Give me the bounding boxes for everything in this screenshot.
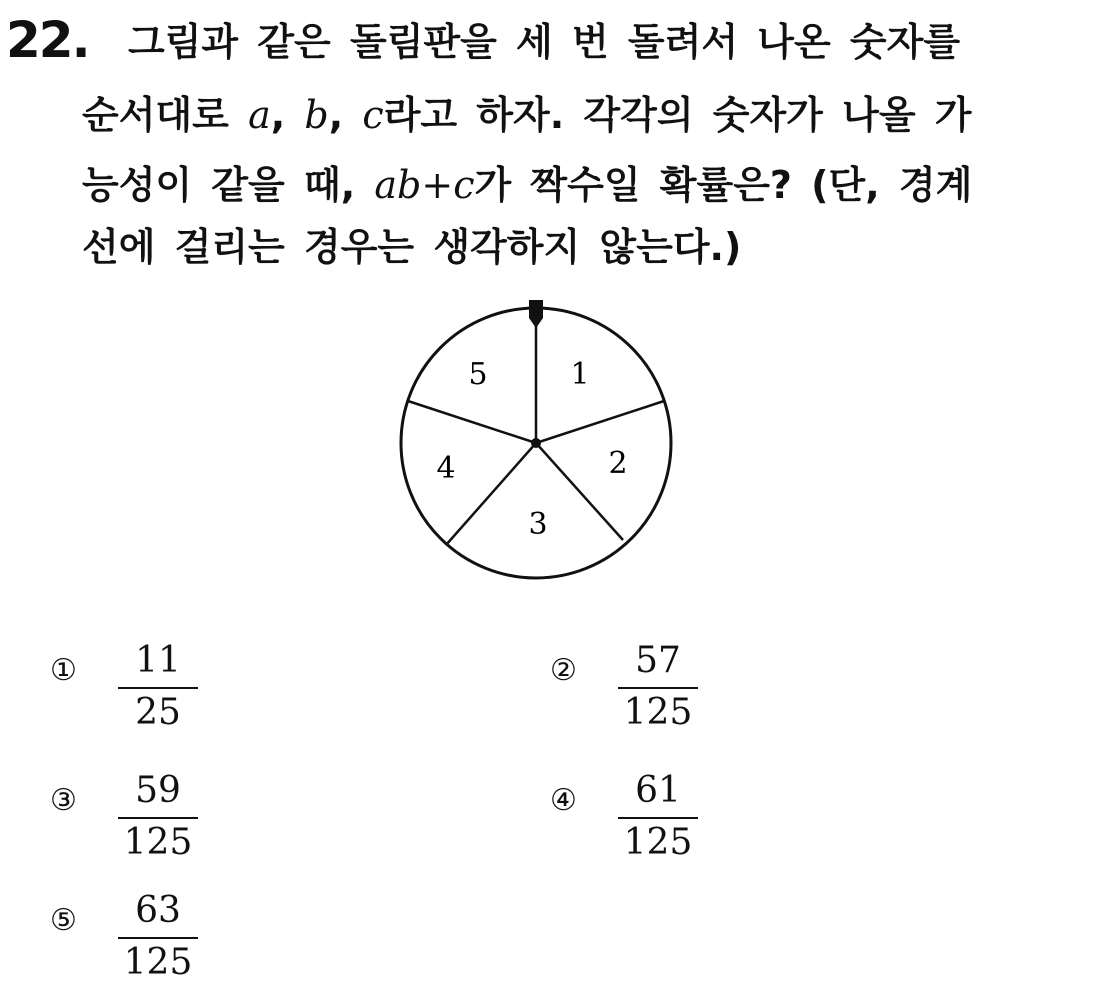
- answer-choice-3[interactable]: [50, 771, 230, 871]
- divider-line: [408, 401, 536, 443]
- question-text-line-1: 그림과 같은 돌림판을 세 번 돌려서 나온 숫자를: [128, 20, 961, 64]
- denominator: 125: [623, 822, 693, 863]
- section-label-1: 1: [570, 357, 590, 392]
- question-number: 22.: [6, 11, 89, 69]
- text-fragment: 순서대로: [82, 93, 249, 137]
- numerator: 11: [135, 640, 181, 681]
- choice-number: ④: [550, 783, 577, 818]
- numerator: 63: [135, 890, 181, 931]
- spinner-wheel: [390, 296, 680, 586]
- denominator: 25: [135, 692, 181, 733]
- pointer-arrow: [529, 300, 543, 328]
- text-fragment: 가 짝수일 확률은? (단, 경계: [474, 163, 973, 207]
- numerator: 57: [635, 640, 681, 681]
- text-fragment: 라고 하자. 각각의 숫자가 나올 가: [383, 93, 972, 137]
- text-fragment: ,: [328, 93, 363, 137]
- center-pivot: [531, 438, 541, 448]
- numerator: 61: [635, 770, 681, 811]
- text-fragment: ,: [270, 93, 305, 137]
- numerator: 59: [135, 770, 181, 811]
- section-label-2: 2: [608, 446, 628, 481]
- fraction-bar: [118, 687, 198, 689]
- divider-line: [536, 401, 664, 443]
- divider-line: [446, 443, 536, 545]
- section-label-4: 4: [436, 451, 456, 486]
- question-text-line-4: 선에 걸리는 경우는 생각하지 않는다.): [82, 225, 742, 269]
- section-label-3: 3: [528, 507, 548, 542]
- choice-number: ⑤: [50, 903, 77, 938]
- variable-b: b: [304, 93, 329, 137]
- answer-choice-4[interactable]: [550, 771, 730, 871]
- fraction: [118, 891, 198, 983]
- denominator: 125: [123, 822, 193, 863]
- fraction: [618, 641, 698, 733]
- section-label-5: 5: [468, 357, 488, 392]
- text-fragment: 능성이 같을 때,: [82, 163, 375, 207]
- denominator: 125: [123, 942, 193, 983]
- fraction: [618, 771, 698, 863]
- choice-number: ③: [50, 783, 77, 818]
- answer-choice-1[interactable]: [50, 641, 230, 741]
- math-expression: ab+c: [374, 163, 475, 207]
- answer-choice-5[interactable]: [50, 891, 230, 991]
- fraction-bar: [118, 937, 198, 939]
- denominator: 125: [623, 692, 693, 733]
- fraction-bar: [118, 817, 198, 819]
- variable-a: a: [248, 93, 271, 137]
- fraction-bar: [618, 817, 698, 819]
- fraction-bar: [618, 687, 698, 689]
- variable-c: c: [362, 93, 384, 137]
- choice-number: ②: [550, 653, 577, 688]
- fraction: [118, 641, 198, 733]
- question-text-line-2: [82, 90, 971, 140]
- fraction: [118, 771, 198, 863]
- choice-number: ①: [50, 653, 77, 688]
- answer-choice-2[interactable]: [550, 641, 730, 741]
- question-text-line-3: [82, 160, 972, 210]
